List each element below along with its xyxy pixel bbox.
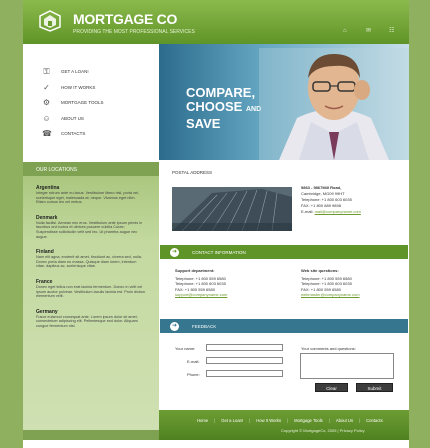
webq-title: Web site questions: — [301, 268, 339, 273]
location-finland — [23, 249, 159, 269]
webq-phone-2: Telephone: +1 800 603 6035 — [301, 281, 352, 286]
hero-slogan — [186, 86, 261, 131]
comments-textarea[interactable] — [300, 353, 394, 379]
location-text: Fusce euismod consequat ante. Lorem ipsum dolor sit amet, consectetuer adipiscing elit. Pellentesque sed dolor. Aliquam congue fermentum nisl. — [36, 314, 138, 328]
location-germany — [23, 309, 159, 329]
submit-button[interactable]: Submit — [356, 383, 393, 392]
comments-label: Your comments and questions: — [301, 346, 356, 351]
check-icon: ✓ — [43, 82, 50, 92]
nav-item-label: GET A LOAN! — [61, 69, 89, 75]
location-france — [23, 279, 159, 299]
footer-link-home[interactable]: Home — [197, 418, 209, 423]
location-text: Nulla facilisi. Aenean nec eros. Vestibulum ante ipsum primis in faucibus orci luctus et ultrices posuere cubilia Curae; Suspendisse sollicitudin velit sed leo. Ut pharetra augue nec augue. — [36, 220, 143, 239]
businessman-photo — [259, 48, 409, 160]
address-phone: Telephone: +1 800 603 6035 — [301, 197, 352, 202]
footer-separator: | — [249, 418, 251, 423]
postal-title: POSTAL ADDRESS — [172, 170, 213, 175]
location-argentina — [23, 185, 159, 205]
footer — [159, 410, 409, 440]
nav-item-get-a-loan[interactable] — [23, 64, 159, 80]
location-name: France — [36, 278, 53, 285]
feedback-bar — [160, 319, 408, 333]
brand-title[interactable]: MORTGAGE CO — [73, 11, 178, 27]
support-phone-2: Telephone: +1 800 603 6035 — [175, 281, 226, 286]
page-frame — [23, 0, 409, 448]
location-name: Germany — [36, 308, 58, 315]
phone-input[interactable] — [206, 370, 283, 377]
webq-fax: FAX: +1 800 559 6580 — [301, 286, 341, 292]
header — [23, 0, 409, 44]
footer-link-mortgage-tools[interactable]: Mortgage Tools — [294, 418, 323, 423]
location-text: Integer rutrum ante eu lacus. Vestibulum libero nisl, porta vel, scelerisque eget, malesuada at, neque. Vivamus eget nibh. Etiam cursus leo vel metus. — [36, 191, 139, 205]
sidebar-bottom-band — [23, 430, 159, 440]
tools-icon: ⚙ — [42, 98, 51, 108]
address-line-2: Cambridge, MG09 99HT — [301, 191, 345, 196]
address-line-1: 9863 - 9867Mill Road, — [301, 185, 342, 190]
footer-link-how-it-works[interactable]: How It Works — [256, 418, 282, 423]
building-photo — [172, 187, 292, 231]
hero-line-1: COMPARE, — [186, 85, 256, 100]
webq-email-link[interactable]: webmaster@companyname.com — [301, 292, 360, 297]
nav-item-how-it-works[interactable] — [23, 80, 159, 96]
footer-copyright — [281, 428, 365, 433]
location-name: Denmark — [36, 214, 58, 221]
contact-info-bar — [160, 245, 408, 259]
sidebar-locations — [23, 162, 159, 430]
nav-item-contacts[interactable] — [23, 126, 159, 142]
webq-phone-1: Telephone: +1 800 559 6580 — [301, 275, 352, 281]
footer-separator: | — [214, 418, 216, 423]
nav-item-about-us[interactable] — [23, 111, 159, 127]
contacts-icon: ☎ — [42, 129, 52, 139]
email-input[interactable] — [206, 357, 283, 364]
support-fax: FAX: +1 800 559 6580 — [175, 286, 215, 292]
hero-line-2-small: AND — [245, 106, 262, 113]
nav-item-label: HOW IT WORKS — [61, 84, 96, 90]
privacy-policy-link[interactable]: Privacy Policy — [339, 428, 365, 433]
footer-separator: | — [337, 428, 340, 433]
hero-line-2: CHOOSE — [186, 99, 243, 114]
clear-button[interactable]: Clear — [315, 383, 348, 392]
copyright-text: Copyright © MortgageCo, 2005 — [281, 428, 337, 433]
web-questions — [301, 268, 360, 298]
nav-item-mortgage-tools[interactable] — [23, 95, 159, 111]
address-email-link[interactable]: mail@companyname.com — [314, 209, 361, 214]
home-icon[interactable]: ⌂ — [343, 28, 347, 34]
brand-subtitle: PROVIDING THE MOST PROFESSIONAL SERVICES — [73, 29, 195, 35]
support-department — [175, 268, 227, 298]
footer-links — [197, 418, 383, 423]
sitemap-icon[interactable]: ☷ — [389, 28, 395, 34]
sidebar-title: OUR LOCATIONS — [23, 162, 159, 176]
users-icon: ☺ — [42, 113, 51, 123]
email-label: E-mail: — [187, 359, 200, 364]
footer-separator: | — [287, 418, 289, 423]
footer-link-about-us[interactable]: About Us — [335, 418, 354, 423]
hero-line-3: SAVE — [186, 116, 221, 131]
contact-info-title: CONTACT INFORMATION — [192, 250, 246, 255]
location-text: Nam elit agna, endrerit sit amet, tincidunt ac, viverra sed, nulla. Donec porta diam eu massa. Quisque diam lorem, interdum vitae, dapibus ac, scelerisque vitae. — [36, 255, 142, 269]
support-phone-1: Telephone: +1 800 559 6580 — [175, 275, 226, 281]
location-denmark — [23, 215, 159, 239]
nav-item-label: CONTACTS — [61, 131, 86, 137]
postal-address — [301, 185, 361, 215]
footer-separator: | — [328, 418, 330, 423]
nav-item-label: ABOUT US — [61, 115, 84, 121]
footer-link-contacts[interactable]: Contacts — [366, 418, 383, 423]
main-nav — [23, 64, 159, 142]
location-name: Argentina — [36, 185, 60, 191]
location-name: Finland — [36, 249, 54, 256]
location-text: Donec eget tellus non erat lacinia fermentum. Donec in velit vel ipsum auctor pulvinar. Vestibulum iaculis lacinia est. Proin dictum elementum velit. — [36, 284, 146, 299]
phone-label: Phone: — [187, 372, 200, 377]
nav-item-label: MORTGAGE TOOLS — [61, 100, 104, 106]
name-input[interactable] — [206, 344, 283, 351]
footer-separator: | — [359, 418, 361, 423]
address-email-label: E-mail: — [301, 209, 314, 214]
name-label: Your name: — [175, 346, 196, 351]
hero-banner — [159, 44, 409, 160]
support-email-link[interactable]: support@companyname.com — [175, 292, 228, 297]
footer-link-get-a-loan[interactable]: Get a Loan! — [221, 418, 244, 423]
key-icon: ⚿ — [43, 67, 50, 77]
mail-icon[interactable]: ✉ — [366, 28, 372, 34]
arrow-icon: ➜ — [171, 249, 178, 255]
address-fax: FAX: +1 800 889 9898 — [301, 203, 341, 208]
house-logo-icon — [39, 10, 61, 32]
support-title: Support department: — [175, 268, 215, 273]
arrow-icon: ➜ — [171, 323, 178, 329]
feedback-title: FEEDBACK — [192, 324, 217, 329]
